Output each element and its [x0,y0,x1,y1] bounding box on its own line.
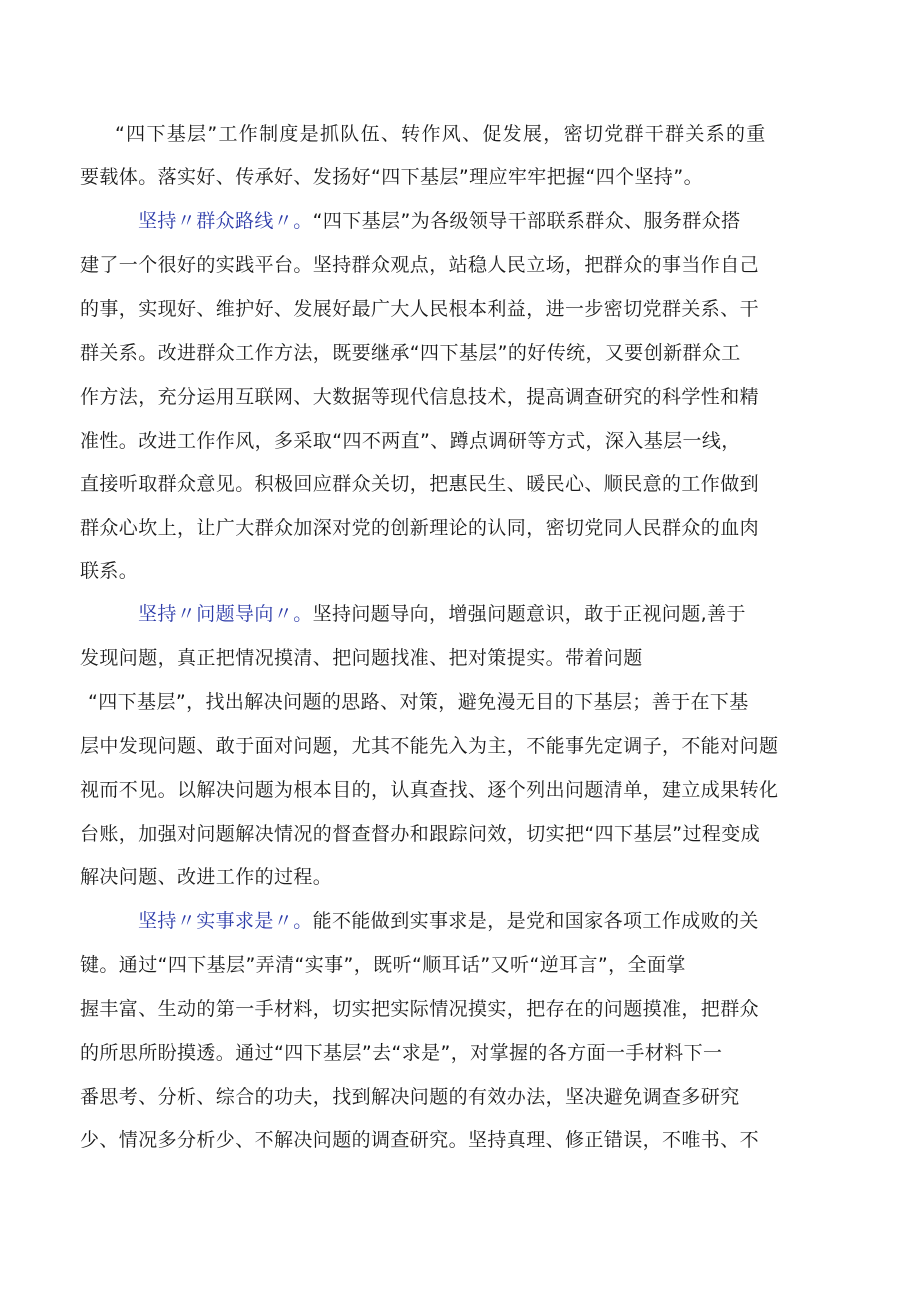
text-line: 的事，实现好、维护好、发展好最广大人民根本利益，进一步密切党群关系、干 [80,298,760,320]
text-line: 番思考、分析、综合的功夫，找到解决问题的有效办法，坚决避免调查多研究 [80,1086,740,1108]
text-line: 的所思所盼摸透。通过“四下基层”去“求是”，对掌握的各方面一手材料下一 [80,1042,723,1064]
text-line: 层中发现问题、敢于面对问题，尤其不能先入为主，不能事先定调子，不能对问题 [80,735,779,757]
text-line: 要载体。落实好、传承好、发扬好“四下基层”理应牢牢把握“四个坚持”。 [80,166,703,188]
text-line: 握丰富、生动的第一手材料，切实把实际情况摸实，把存在的问题摸准，把群众 [80,998,760,1020]
text-line: 解决问题、改进工作的过程。 [80,866,333,888]
text-run: 能不能做到实事求是，是党和国家各项工作成败的关 [312,910,759,932]
text-line: 少、情况多分析少、不解决问题的调查研究。坚持真理、修正错误，不唯书、不 [80,1129,760,1151]
text-run: 坚持问题导向，增强问题意识，敢于正视问题,善于 [312,603,746,625]
text-line: “四下基层”工作制度是抓队伍、转作风、促发展，密切党群干群关系的重 [115,123,767,145]
text-line: 直接听取群众意见。积极回应群众关切，把惠民生、暖民心、顺民意的工作做到 [80,473,760,495]
text-line: 准性。改进工作作风，多采取“四不两直”、蹲点调研等方式，深入基层一线， [80,430,741,452]
paragraph-first-line [138,207,850,235]
text-line: 作方法，充分运用互联网、大数据等现代信息技术，提高调查研究的科学性和精 [80,386,760,408]
section-heading: 坚持〃实事求是〃。 [138,910,313,932]
text-line: “四下基层”，找出解决问题的思路、对策，避免漫无目的下基层；善于在下基 [88,691,749,713]
text-line: 发现问题，真正把情况摸清、把问题找准、把对策提实。带着问题 [80,647,643,669]
text-line: 联系。 [80,560,139,582]
text-line: 群关系。改进群众工作方法，既要继承“四下基层”的好传统，又要创新群众工 [80,342,741,364]
paragraph-first-line [138,907,850,935]
section-heading: 坚持〃问题导向〃。 [138,603,313,625]
paragraph-first-line [138,600,850,628]
text-line: 台账，加强对问题解决情况的督查督办和跟踪问效，切实把“四下基层”过程变成 [80,823,761,845]
text-line: 建了一个很好的实践平台。坚持群众观点，站稳人民立场，把群众的事当作自己 [80,254,760,276]
text-line: 视而不见。以解决问题为根本目的，认真查找、逐个列出问题清单，建立成果转化 [80,779,779,801]
text-run: “四下基层”为各级领导干部联系群众、服务群众搭 [312,210,741,232]
section-heading: 坚持〃群众路线〃。 [138,210,313,232]
text-line: 键。通过“四下基层”弄清“实事”，既听“顺耳话”又听“逆耳言”，全面掌 [80,954,686,976]
text-line: 群众心坎上，让广大群众加深对党的创新理论的认同，密切党同人民群众的血肉 [80,517,760,539]
